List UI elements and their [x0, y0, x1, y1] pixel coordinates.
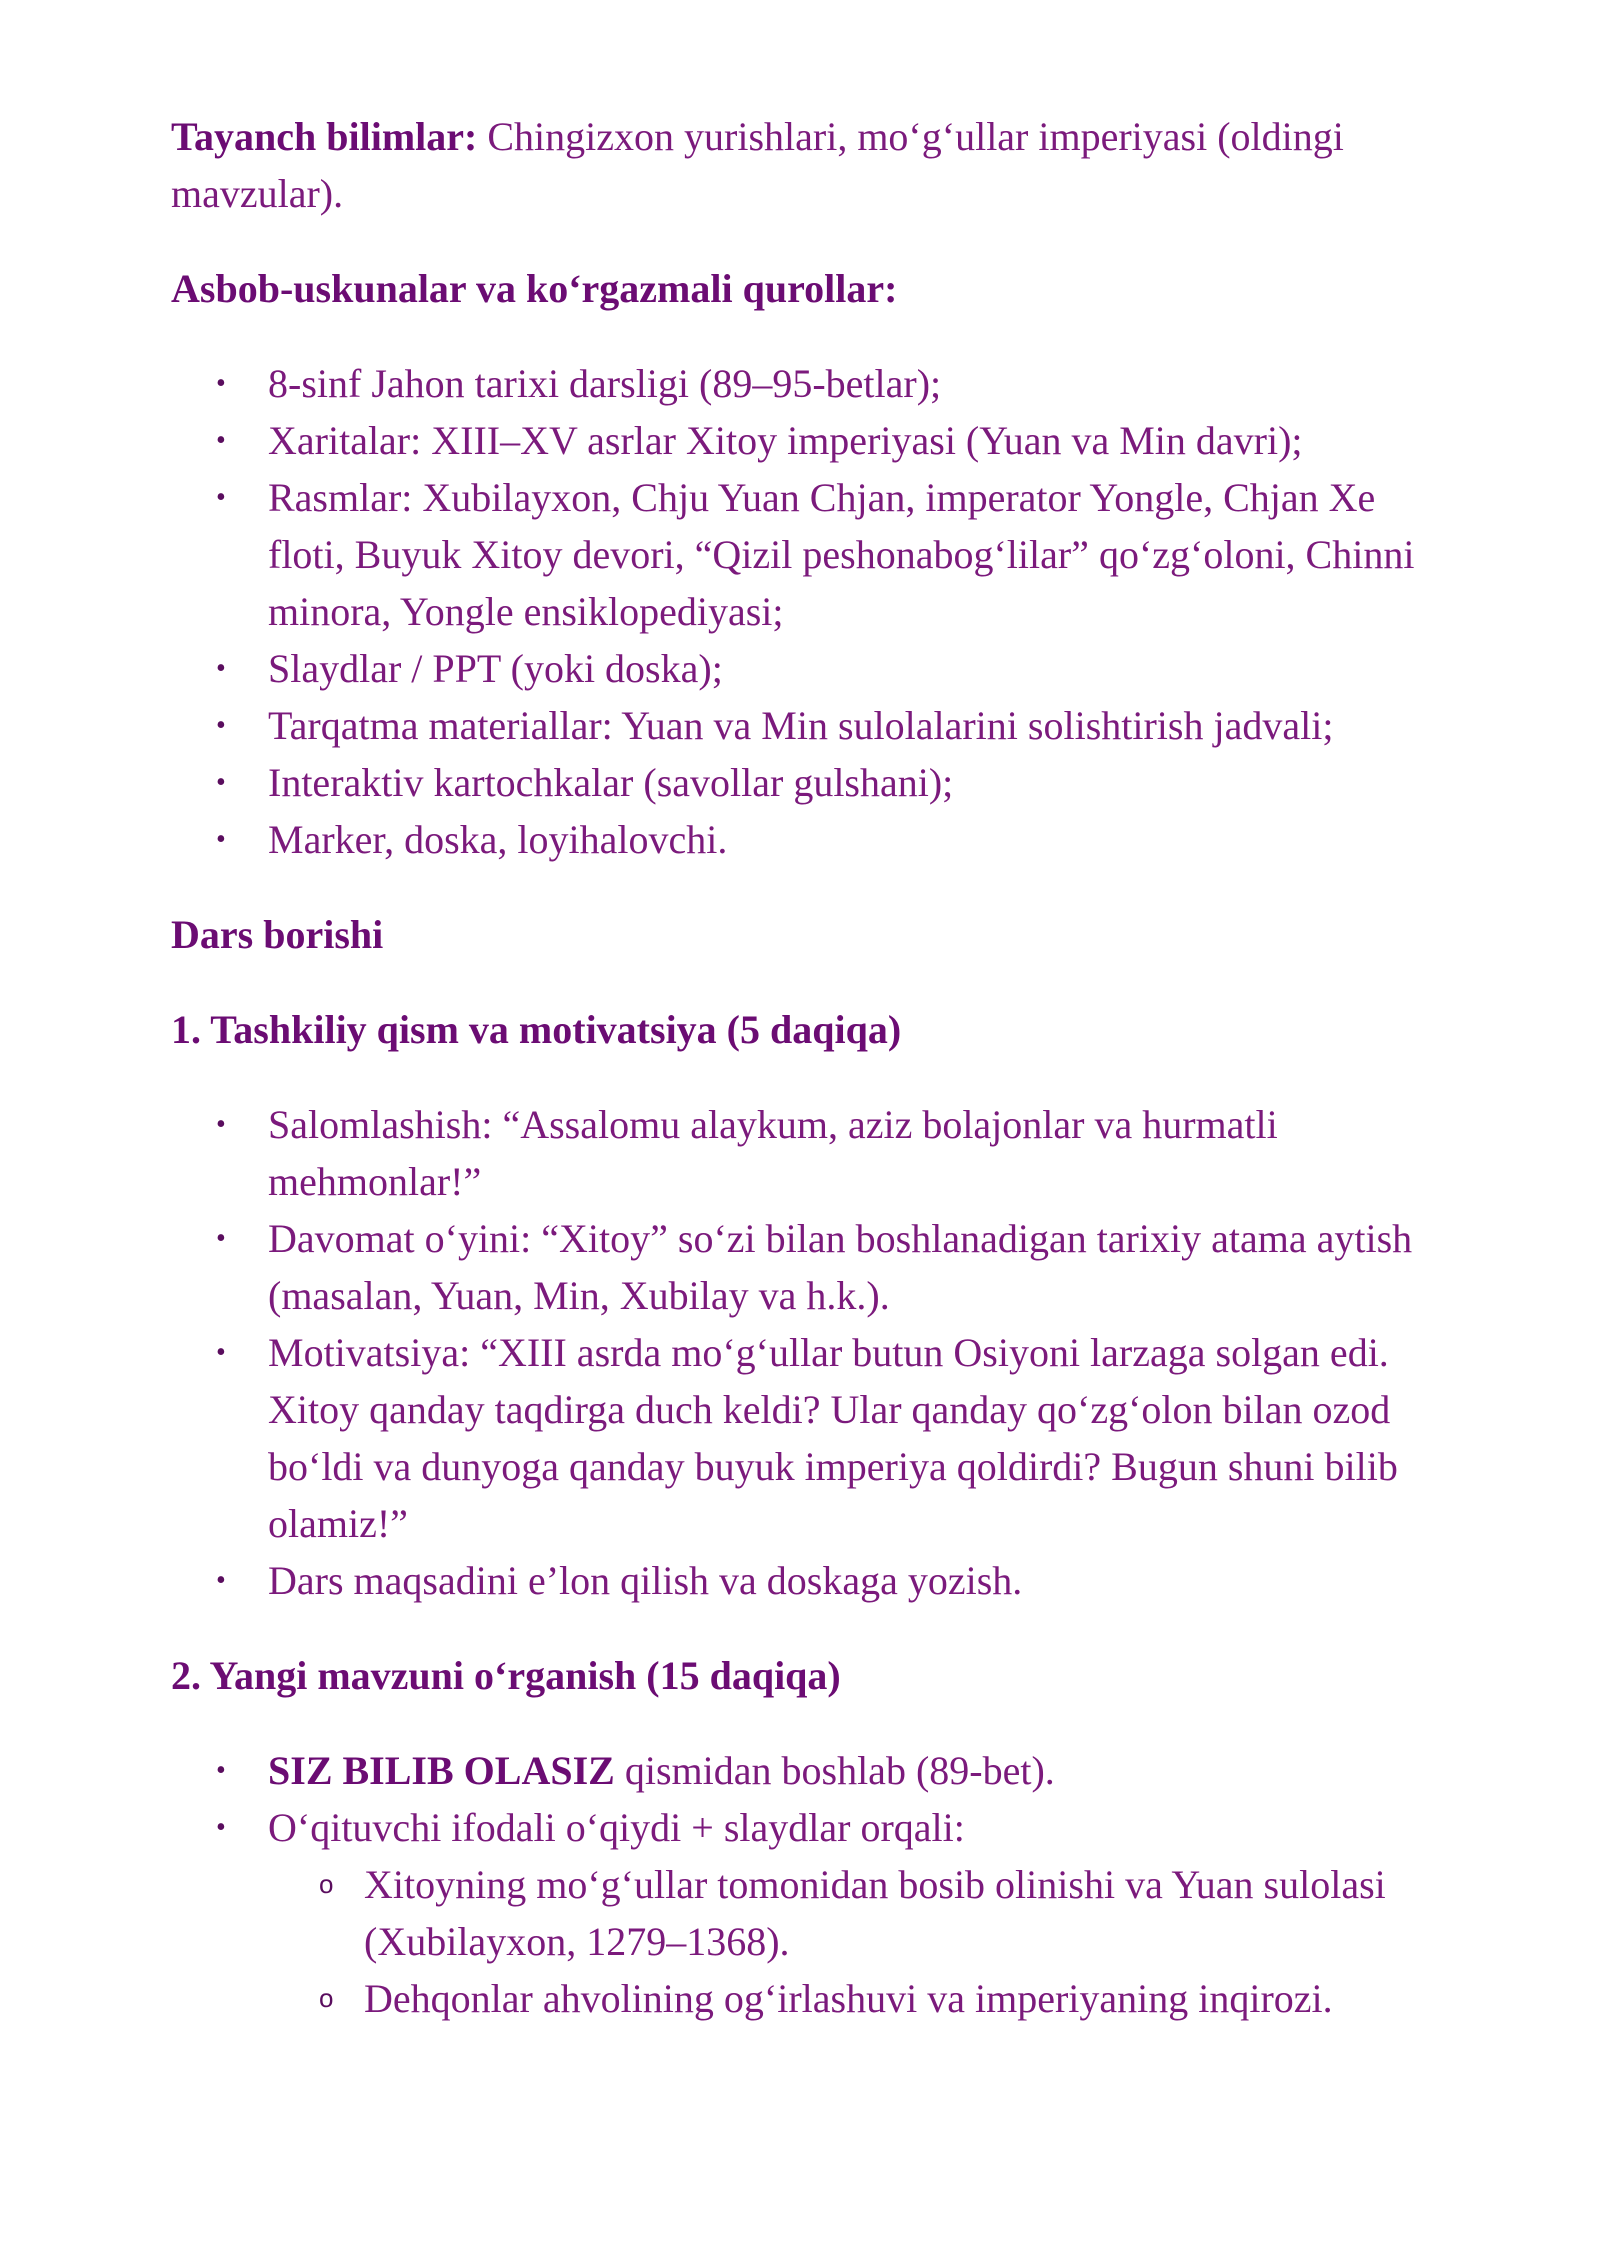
list-item: • Motivatsiya: “XIII asrda mo‘g‘ullar butun Osiyoni larzaga solgan edi. Xitoy qanday taqdirga duch keldi? Ular qanday qo‘zg‘olon bilan ozod bo‘ldi va dunyoga qanday buyuk imperiya qoldirdi? Bugun shuni bilib olamiz!” — [171, 1324, 1461, 1552]
section1-list — [171, 1096, 1461, 1609]
intro-label: Tayanch bilimlar: — [171, 114, 478, 159]
sub-list-item: o Xitoyning mo‘g‘ullar tomonidan bosib olinishi va Yuan sulolasi (Xubilayxon, 1279–1368). — [171, 1856, 1461, 1970]
list-item: • Salomlashish: “Assalomu alaykum, aziz bolajonlar va hurmatli mehmonlar!” — [171, 1096, 1461, 1210]
list-item: • Dars maqsadini e’lon qilish va doskaga yozish. — [171, 1552, 1461, 1609]
list-item: • Interaktiv kartochkalar (savollar gulshani); — [171, 754, 1461, 811]
equipment-list — [171, 355, 1461, 868]
list-item: • Tarqatma materiallar: Yuan va Min sulolalarini solishtirish jadvali; — [171, 697, 1461, 754]
section2-heading: 2. Yangi mavzuni o‘rganish (15 daqiqa) — [171, 1653, 841, 1698]
list-item: • Davomat o‘yini: “Xitoy” so‘zi bilan boshlanadigan tarixiy atama aytish (masalan, Yuan, Min, Xubilay va h.k.). — [171, 1210, 1461, 1324]
sub-list-item: o Dehqonlar ahvolining og‘irlashuvi va imperiyaning inqirozi. — [171, 1970, 1461, 2027]
list-item: • 8-sinf Jahon tarixi darsligi (89–95-betlar); — [171, 355, 1461, 412]
list-item-text: qismidan boshlab (89-bet). — [614, 1748, 1055, 1793]
section1-heading: 1. Tashkiliy qism va motivatsiya (5 daqiqa) — [171, 1007, 902, 1052]
list-item: • Xaritalar: XIII–XV asrlar Xitoy imperiyasi (Yuan va Min davri); — [171, 412, 1461, 469]
intro-paragraph — [171, 108, 1461, 222]
lesson-heading: Dars borishi — [171, 912, 384, 957]
list-item: • Slaydlar / PPT (yoki doska); — [171, 640, 1461, 697]
document-body — [171, 108, 1461, 2027]
highlight-text: SIZ BILIB OLASIZ — [268, 1748, 615, 1793]
list-item — [171, 1799, 1461, 2027]
list-item: • Rasmlar: Xubilayxon, Chju Yuan Chjan, imperator Yongle, Chjan Xe floti, Buyuk Xitoy devori, “Qizil peshonabog‘lilar” qo‘zg‘oloni, Chinni minora, Yongle ensiklopediyasi; — [171, 469, 1461, 640]
intro-text: Chingizxon yurishlari, mo‘g‘ullar imperiyasi (oldingi mavzular). — [171, 114, 1344, 216]
sub-list — [268, 1856, 1461, 2027]
equipment-heading: Asbob-uskunalar va ko‘rgazmali qurollar: — [171, 266, 898, 311]
list-item: • Marker, doska, loyihalovchi. — [171, 811, 1461, 868]
list-item — [171, 1742, 1461, 1799]
section2-list — [171, 1742, 1461, 2027]
list-item-text: O‘qituvchi ifodali o‘qiydi + slaydlar orqali: — [268, 1805, 965, 1850]
